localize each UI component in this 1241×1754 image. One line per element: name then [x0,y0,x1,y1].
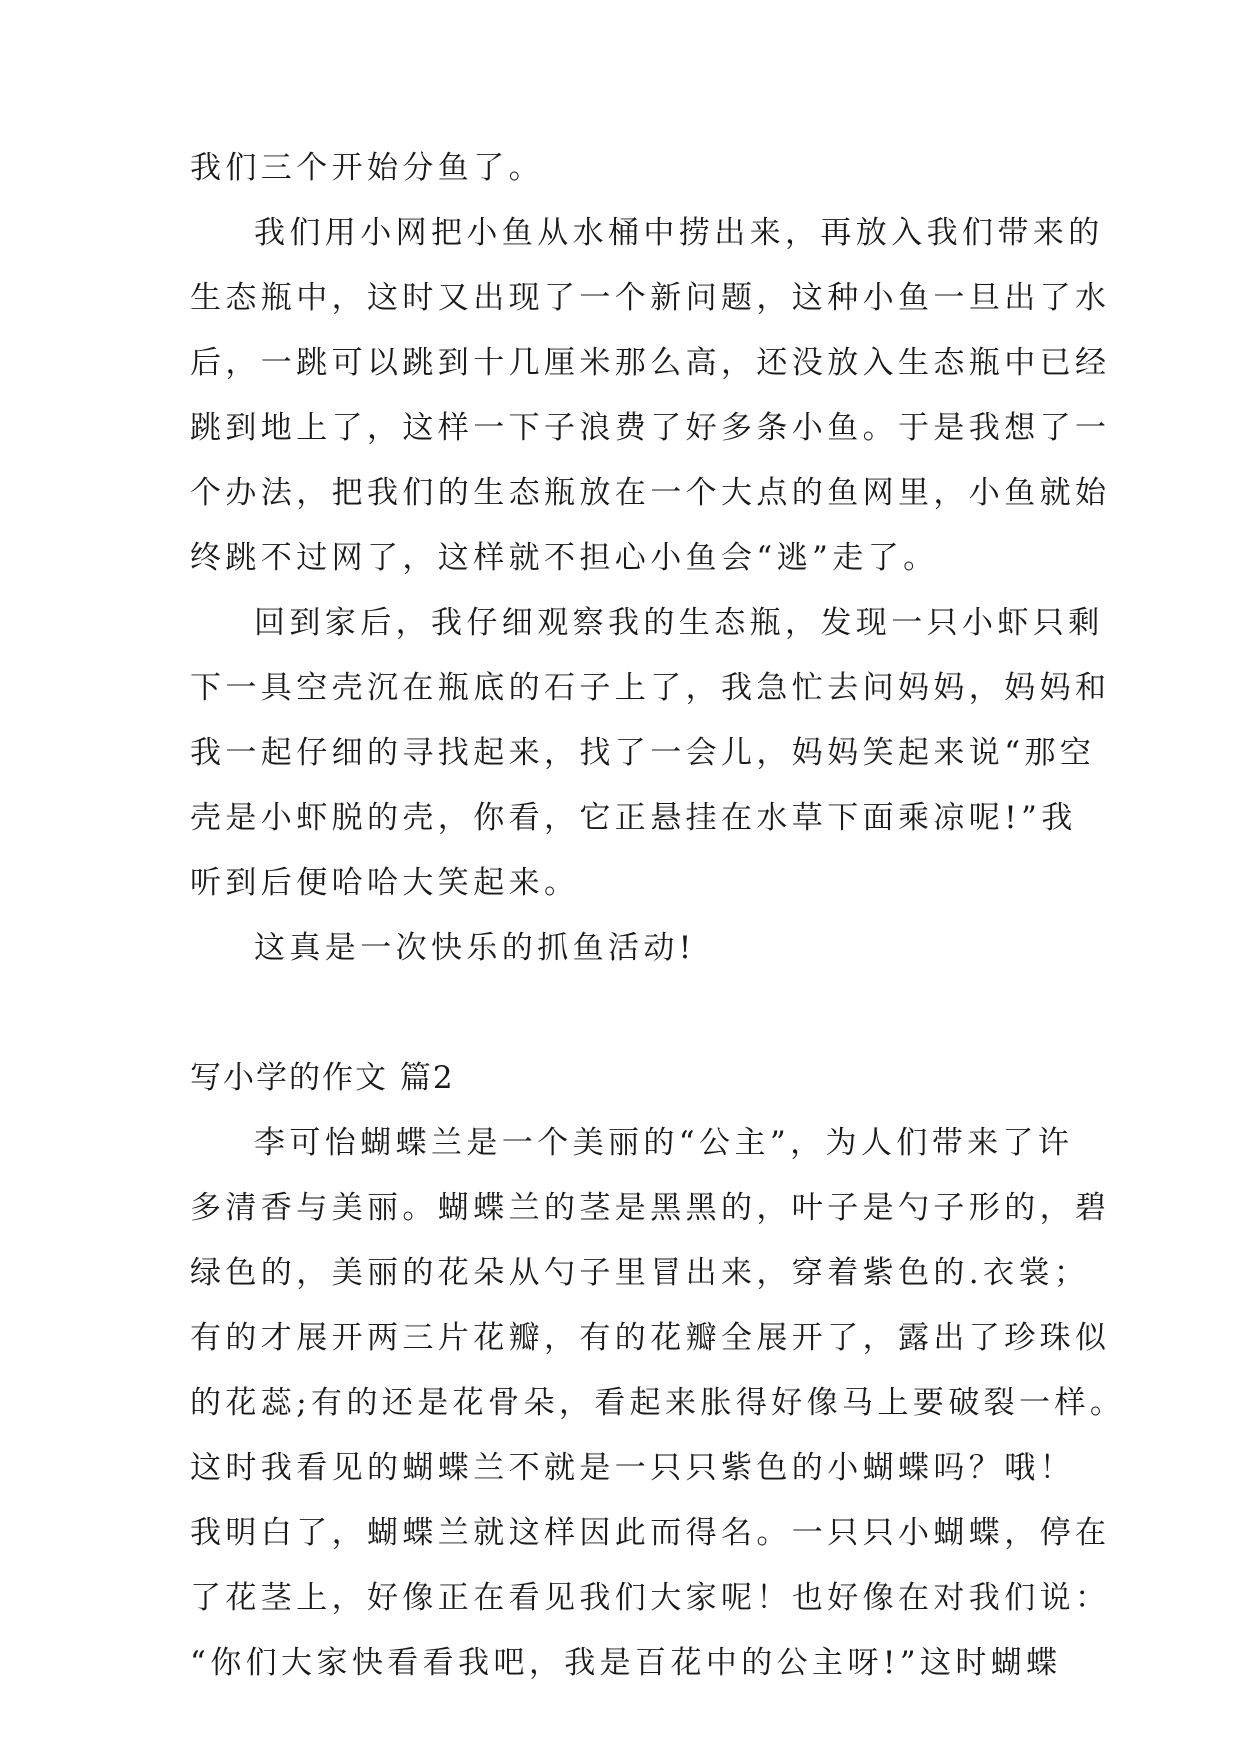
paragraph-line: 跳到地上了，这样一下子浪费了好多条小鱼。于是我想了一 [190,410,1111,446]
paragraph-line: 听到后便哈哈大笑起来。 [190,865,580,901]
paragraph-line: 我们三个开始分鱼了。 [190,150,544,186]
paragraph-line: 后，一跳可以跳到十几厘米那么高，还没放入生态瓶中已经 [190,345,1111,381]
paragraph-line: 这时我看见的蝴蝶兰不就是一只只紫色的小蝴蝶吗？哦！ [190,1450,1075,1486]
paragraph-line: 李可怡蝴蝶兰是一个美丽的“公主”，为人们带来了许 [254,1125,1074,1161]
paragraph-line: 的花蕊;有的还是花骨朵，看起来胀得好像马上要破裂一样。 [190,1385,1126,1421]
paragraph-line: “你们大家快看看我吧，我是百花中的公主呀!”这时蝴蝶 [190,1645,1062,1681]
paragraph-line: 我明白了，蝴蝶兰就这样因此而得名。一只只小蝴蝶，停在 [190,1515,1111,1551]
paragraph-line: 生态瓶中，这时又出现了一个新问题，这种小鱼一旦出了水 [190,280,1111,316]
section-heading: 写小学的作文 篇2 [190,1060,455,1096]
paragraph-line: 回到家后，我仔细观察我的生态瓶，发现一只小虾只剩 [254,605,1104,641]
paragraph-line: 壳是小虾脱的壳，你看，它正悬挂在水草下面乘凉呢!”我 [190,800,1077,836]
paragraph-line: 这真是一次快乐的抓鱼活动! [254,930,696,966]
paragraph-line: 了花茎上，好像正在看见我们大家呢！也好像在对我们说： [190,1580,1111,1616]
paragraph-line: 下一具空壳沉在瓶底的石子上了，我急忙去问妈妈，妈妈和 [190,670,1111,706]
paragraph-line: 个办法，把我们的生态瓶放在一个大点的鱼网里，小鱼就始 [190,475,1111,511]
paragraph-line: 我一起仔细的寻找起来，找了一会儿，妈妈笑起来说“那空 [190,735,1096,771]
paragraph-line: 终跳不过网了，这样就不担心小鱼会“逃”走了。 [190,540,939,576]
paragraph-line: 有的才展开两三片花瓣，有的花瓣全展开了，露出了珍珠似 [190,1320,1111,1356]
paragraph-line: 绿色的，美丽的花朵从勺子里冒出来，穿着紫色的.衣裳； [190,1255,1090,1291]
paragraph-line: 我们用小网把小鱼从水桶中捞出来，再放入我们带来的 [254,215,1104,251]
paragraph-line: 多清香与美丽。蝴蝶兰的茎是黑黑的，叶子是勺子形的，碧 [190,1190,1111,1226]
